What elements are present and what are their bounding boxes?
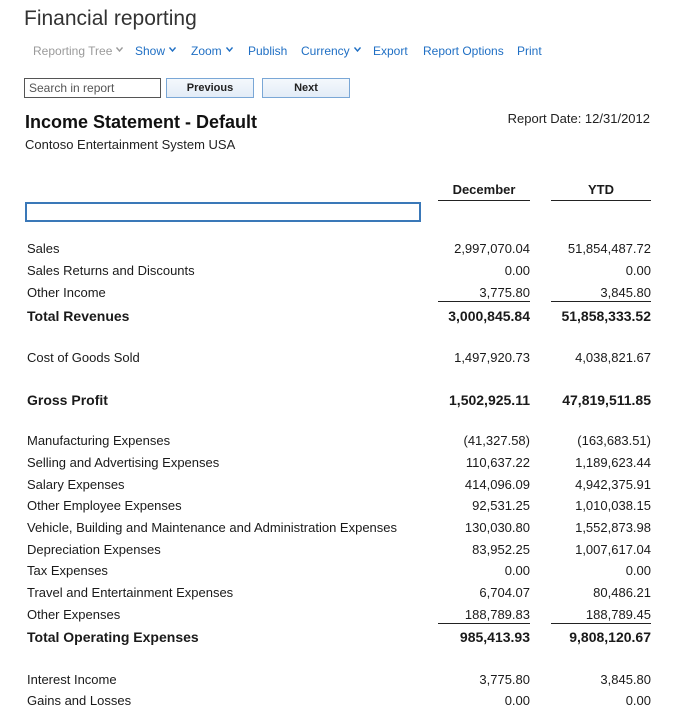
row-label: Other Expenses	[27, 607, 121, 622]
row-december: 0.00	[504, 693, 530, 708]
menu-export[interactable]: Export	[373, 44, 408, 58]
menu-currency-label: Currency	[301, 44, 350, 58]
row-december: 1,502,925.11	[449, 392, 530, 408]
row-ytd: 51,854,487.72	[567, 241, 651, 256]
report-row[interactable]	[0, 607, 675, 627]
row-ytd: 1,189,623.44	[575, 455, 651, 470]
row-label: Depreciation Expenses	[27, 542, 161, 557]
row-ytd: 1,007,617.04	[575, 542, 651, 557]
previous-button[interactable]: Previous	[166, 78, 254, 98]
row-december: 6,704.07	[479, 585, 530, 600]
app-title: Financial reporting	[24, 7, 197, 30]
column-header-december: December	[438, 182, 530, 201]
row-december: 414,096.09	[464, 477, 530, 492]
row-label: Sales	[27, 241, 60, 256]
row-december: 130,030.80	[464, 520, 530, 535]
menu-show-label: Show	[135, 44, 166, 58]
row-december: 3,000,845.84	[448, 308, 530, 324]
row-ytd: 47,819,511.85	[562, 392, 651, 408]
menu-zoom[interactable]	[191, 44, 232, 58]
row-label: Gross Profit	[27, 392, 108, 408]
row-ytd: 9,808,120.67	[569, 629, 651, 645]
chevron-down-icon	[116, 47, 122, 53]
row-ytd: 0.00	[625, 263, 651, 278]
report-row[interactable]	[0, 350, 675, 370]
row-ytd: 188,789.45	[585, 607, 651, 622]
report-subtitle: Contoso Entertainment System USA	[25, 137, 236, 152]
row-ytd: 3,845.80	[600, 672, 651, 687]
report-row[interactable]	[0, 542, 675, 562]
menu-currency[interactable]	[301, 44, 360, 58]
row-ytd: 1,552,873.98	[575, 520, 651, 535]
row-label: Interest Income	[27, 672, 117, 687]
report-row[interactable]	[0, 285, 675, 305]
row-label: Other Employee Expenses	[27, 498, 182, 513]
row-ytd: 1,010,038.15	[575, 498, 651, 513]
row-december: (41,327.58)	[463, 433, 530, 448]
report-row-total[interactable]	[0, 392, 675, 412]
report-row[interactable]	[0, 433, 675, 453]
row-ytd: 0.00	[625, 563, 651, 578]
row-label: Total Operating Expenses	[27, 629, 199, 645]
row-ytd: 0.00	[625, 693, 651, 708]
row-ytd: 51,858,333.52	[561, 308, 651, 324]
row-label: Vehicle, Building and Maintenance and Administration Expenses	[27, 520, 398, 535]
row-label: Manufacturing Expenses	[27, 433, 171, 448]
subtotal-rule	[551, 623, 651, 624]
row-label: Tax Expenses	[27, 563, 108, 578]
row-december: 985,413.93	[459, 629, 530, 645]
row-ytd: 80,486.21	[593, 585, 651, 600]
report-title: Income Statement - Default	[25, 112, 258, 132]
row-label: Gains and Losses	[27, 693, 132, 708]
report-row-total[interactable]	[0, 629, 675, 649]
column-header-ytd: YTD	[551, 182, 651, 201]
row-label: Other Income	[27, 285, 106, 300]
row-label: Travel and Entertainment Expenses	[27, 585, 234, 600]
report-date: Report Date: 12/31/2012	[507, 111, 650, 126]
menu-reporting-tree	[33, 44, 122, 58]
report-row[interactable]	[0, 585, 675, 605]
menu-reporting-tree-label: Reporting Tree	[33, 44, 113, 58]
chevron-down-icon	[354, 47, 360, 53]
row-december: 0.00	[504, 263, 530, 278]
row-december: 3,775.80	[479, 672, 530, 687]
row-december: 0.00	[504, 563, 530, 578]
row-december: 92,531.25	[472, 498, 530, 513]
menu-report-options[interactable]: Report Options	[423, 44, 504, 58]
report-row[interactable]	[0, 520, 675, 540]
subtotal-rule	[438, 301, 530, 302]
row-label: Sales Returns and Discounts	[27, 263, 195, 278]
report-row[interactable]	[0, 455, 675, 475]
report-row[interactable]	[0, 498, 675, 518]
row-december: 83,952.25	[472, 542, 530, 557]
next-button[interactable]: Next	[262, 78, 350, 98]
row-december: 188,789.83	[464, 607, 530, 622]
row-label: Selling and Advertising Expenses	[27, 455, 220, 470]
report-row[interactable]	[0, 693, 675, 713]
report-row[interactable]	[0, 563, 675, 583]
chevron-down-icon	[169, 47, 175, 53]
row-december: 110,637.22	[465, 455, 530, 470]
row-ytd: 4,942,375.91	[575, 477, 651, 492]
row-label: Cost of Goods Sold	[27, 350, 140, 365]
row-label: Salary Expenses	[27, 477, 125, 492]
search-input[interactable]	[24, 78, 161, 98]
row-label: Total Revenues	[27, 308, 130, 324]
report-row[interactable]	[0, 241, 675, 261]
menu-publish[interactable]: Publish	[248, 44, 288, 58]
menu-zoom-label: Zoom	[191, 44, 222, 58]
chevron-down-icon	[226, 47, 232, 53]
report-row[interactable]	[0, 672, 675, 692]
row-december: 1,497,920.73	[454, 350, 530, 365]
report-row[interactable]	[0, 477, 675, 497]
row-ytd: 3,845.80	[600, 285, 651, 300]
report-row[interactable]	[0, 263, 675, 283]
subtotal-rule	[551, 301, 651, 302]
subtotal-rule	[438, 623, 530, 624]
row-december: 3,775.80	[479, 285, 530, 300]
row-ytd: 4,038,821.67	[575, 350, 651, 365]
focused-cell[interactable]	[25, 202, 421, 222]
report-row-total[interactable]	[0, 308, 675, 328]
menu-show[interactable]	[135, 44, 175, 58]
row-december: 2,997,070.04	[454, 241, 530, 256]
row-ytd: (163,683.51)	[577, 433, 651, 448]
menu-print[interactable]: Print	[517, 44, 542, 58]
